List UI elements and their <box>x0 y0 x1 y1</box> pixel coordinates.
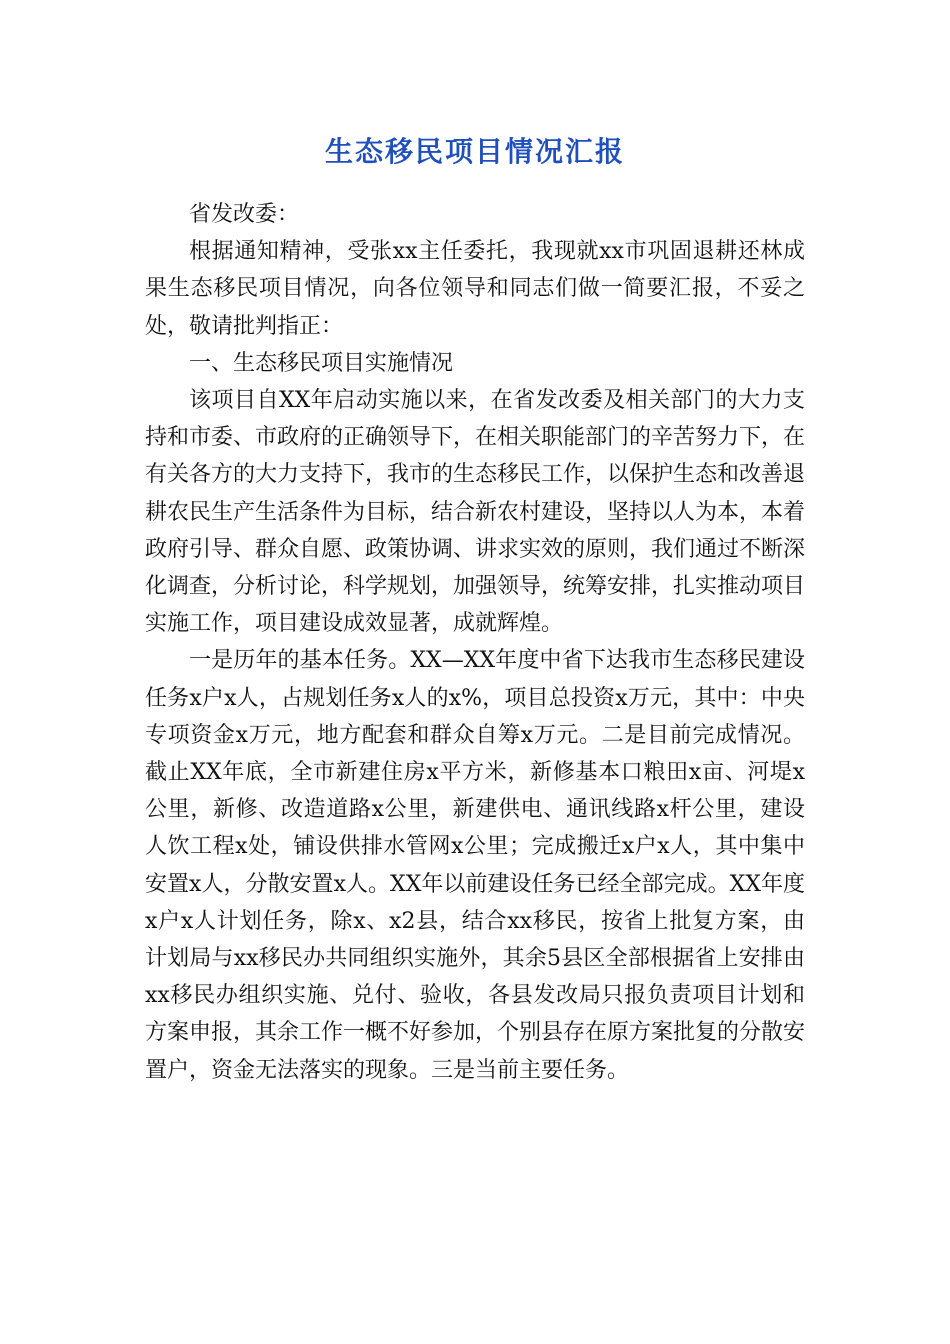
paragraph-overview: 该项目自XX年启动实施以来，在省发改委及相关部门的大力支持和市委、市政府的正确领导下，在相关职能部门的辛苦努力下，在有关各方的大力支持下，我市的生态移民工作，以保护生态和改善退耕农民生产生活条件为目标，结合新农村建设，坚持以人为本，本着政府引导、群众自愿、政策协调、讲求实效的原则，我们通过不断深化调查，分析讨论，科学规划，加强领导，统筹安排，扎实推动项目实施工作，项目建设成效显著，成就辉煌。 <box>145 388 806 637</box>
document-title: 生态移民项目情况汇报 <box>324 135 625 168</box>
document-body <box>145 196 805 1089</box>
paragraph-intro: 根据通知精神，受张xx主任委托，我现就xx市巩固退耕还林成果生态移民项目情况，向各位领导和同志们做一简要汇报，不妥之处，敬请批判指正： <box>145 239 805 339</box>
salutation: 省发改委： <box>189 202 300 227</box>
section-heading: 一、生态移民项目实施情况 <box>189 350 454 376</box>
paragraph-details: 一是历年的基本任务。XX—XX年度中省下达我市生态移民建设任务x户x人，占规划任务x人的x%，项目总投资x万元，其中：中央专项资金x万元，地方配套和群众自筹x万元。二是目前完成情况。截止XX年底，全市新建住房x平方米，新修基本口粮田x亩、河堤x公里，新修、改造道路x公里，新建供电、通讯线路x杆公里，建设人饮工程x处，铺设供排水管网x公里；完成搬迁x户x人，其中集中安置x人，分散安置x人。XX年以前建设任务已经全部完成。XX年度x户x人计划任务，除x、x2县，结合xx移民，按省上批复方案，由计划局与xx移民办共同组织实施外，其余5县区全部根据省上安排由xx移民办组织实施、兑付、验收，各县发改局只报负责项目计划和方案申报，其余工作一概不好参加，个别县存在原方案批复的分散安置户，资金无法落实的现象。三是当前主要任务。 <box>145 648 806 1083</box>
